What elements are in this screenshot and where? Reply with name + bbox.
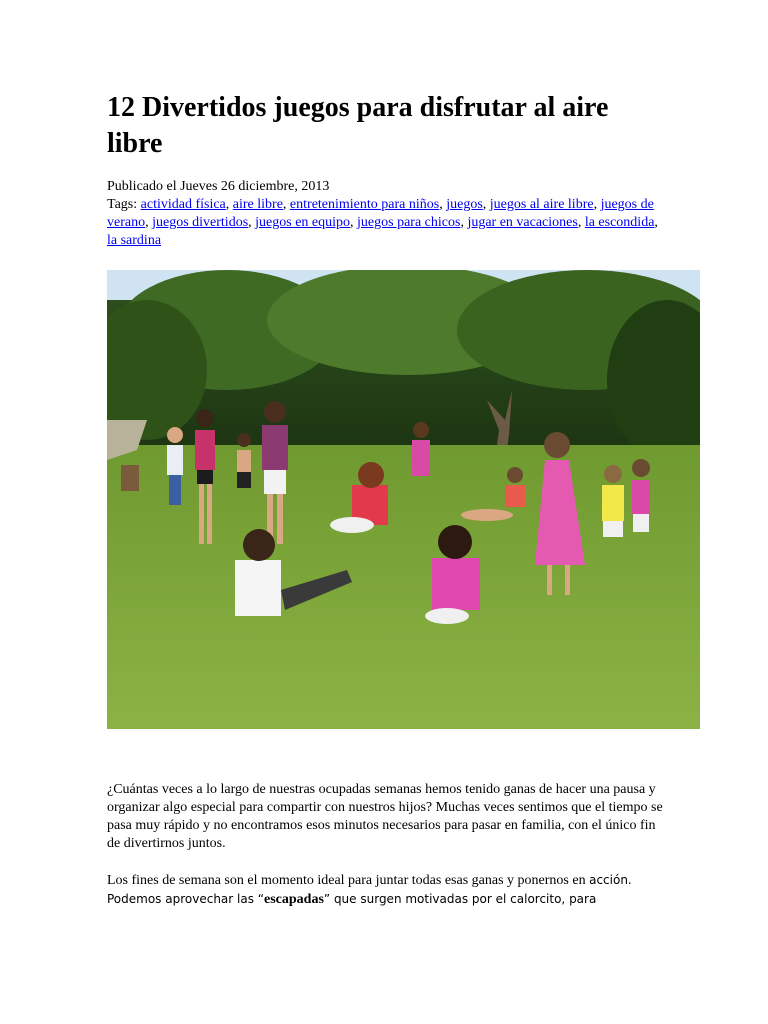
tag-link[interactable]: juegos de verano — [107, 197, 654, 230]
tag-link[interactable]: actividad física — [140, 197, 226, 212]
paragraph: ¿Cuántas veces a lo largo de nuestras ocupadas semanas hemos tenido ganas de hacer una pausa y organizar algo especial para compartir con nuestros hijos? Muchas veces sentimos que el tiempo se pasa muy rápido y no encontramos esos minutos necesarios para pasar en familia, con el único fin de divertirnos juntos. — [107, 782, 663, 851]
tag-link[interactable]: juegos divertidos — [152, 215, 249, 230]
paragraph — [107, 871, 667, 909]
tag-link[interactable]: juegos al aire libre — [489, 197, 594, 212]
children-playing-outdoors-image — [107, 270, 700, 729]
tags-label: Tags: — [107, 197, 138, 212]
article-header — [107, 90, 667, 250]
publish-date: Publicado el Jueves 26 diciembre, 2013 — [107, 179, 330, 194]
tag-link[interactable]: juegos para chicos — [357, 215, 461, 230]
article-body — [107, 781, 667, 927]
paragraph-text: ” que surgen motivadas por el calorcito, para — [323, 892, 597, 906]
tag-link[interactable]: la escondida — [584, 215, 655, 230]
tag-list: Tags: actividad física, aire libre, entretenimiento para niños, juegos, juegos al aire libre, juegos de verano, juegos divertidos, juegos en equipo, juegos para chicos, jugar en vacaciones, la escondida, la sardina — [107, 197, 658, 248]
article-meta — [107, 178, 667, 250]
paragraph-text: acción. Podemos aprovechar las “ — [107, 873, 632, 906]
tag-link[interactable]: jugar en vacaciones — [467, 215, 578, 230]
article-photo — [107, 270, 700, 729]
article-title: 12 Divertidos juegos para disfrutar al aire libre — [107, 92, 609, 159]
tag-link[interactable]: entretenimiento para niños — [289, 197, 440, 212]
tag-link[interactable]: juegos — [446, 197, 483, 212]
bold-text: escapadas — [264, 892, 324, 907]
tag-link[interactable]: juegos en equipo — [255, 215, 351, 230]
tag-link[interactable]: la sardina — [107, 233, 162, 248]
paragraph-text: Los fines de semana son el momento ideal para juntar todas esas ganas y ponernos en — [107, 873, 590, 888]
tag-link[interactable]: aire libre — [232, 197, 283, 212]
